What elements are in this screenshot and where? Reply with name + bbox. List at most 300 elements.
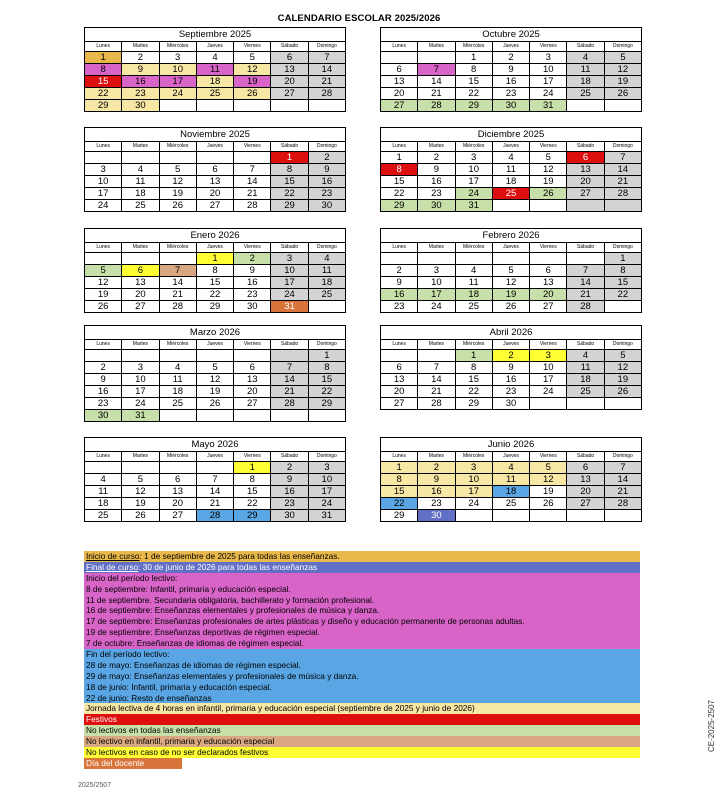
day-cell: 12 xyxy=(234,64,271,76)
day-cell xyxy=(122,350,159,362)
day-cell: 16 xyxy=(492,374,529,386)
week-row xyxy=(85,350,346,362)
day-cell xyxy=(159,410,196,422)
day-cell: 9 xyxy=(492,64,529,76)
day-cell: 27 xyxy=(271,88,308,100)
day-cell: 23 xyxy=(271,498,308,510)
day-cell: 21 xyxy=(604,176,641,188)
day-cell: 28 xyxy=(159,301,196,313)
day-cell: 18 xyxy=(196,76,233,88)
weekday-label: Domingo xyxy=(308,452,345,462)
day-cell: 1 xyxy=(381,152,418,164)
day-cell: 20 xyxy=(122,289,159,301)
week-row xyxy=(381,52,642,64)
day-cell: 8 xyxy=(234,474,271,486)
weekday-label: Miércoles xyxy=(159,243,196,253)
weekday-label: Domingo xyxy=(308,42,345,52)
day-cell xyxy=(455,253,492,265)
legend-begin-line: 8 de septiembre: Infantil, primaria y educación especial. xyxy=(86,583,291,594)
day-cell: 26 xyxy=(492,301,529,313)
day-cell xyxy=(418,253,455,265)
month-name: Noviembre 2025 xyxy=(85,128,346,142)
weekday-label: Miércoles xyxy=(455,42,492,52)
week-row xyxy=(381,277,642,289)
day-cell: 5 xyxy=(530,462,567,474)
weekday-label: Viernes xyxy=(530,243,567,253)
week-row xyxy=(85,289,346,301)
day-cell xyxy=(196,462,233,474)
footer-code: 2025/2507 xyxy=(78,782,112,789)
weekday-header xyxy=(85,340,346,350)
calendar-title: CALENDARIO ESCOLAR 2025/2026 xyxy=(277,13,441,24)
day-cell: 3 xyxy=(455,152,492,164)
day-cell: 10 xyxy=(530,362,567,374)
day-cell: 22 xyxy=(308,386,345,398)
day-cell: 5 xyxy=(196,362,233,374)
day-cell: 6 xyxy=(234,362,271,374)
day-cell: 2 xyxy=(308,152,345,164)
day-cell: 20 xyxy=(530,289,567,301)
weekday-label: Jueves xyxy=(196,42,233,52)
day-cell: 21 xyxy=(308,76,345,88)
weekday-label: Miércoles xyxy=(159,340,196,350)
day-cell: 26 xyxy=(530,498,567,510)
day-cell: 4 xyxy=(455,265,492,277)
day-cell: 14 xyxy=(308,64,345,76)
day-cell: 16 xyxy=(85,386,122,398)
day-cell: 19 xyxy=(530,176,567,188)
month-name: Abril 2026 xyxy=(381,326,642,340)
day-cell xyxy=(159,253,196,265)
day-cell: 8 xyxy=(196,265,233,277)
weekday-label: Jueves xyxy=(196,452,233,462)
day-cell: 15 xyxy=(85,76,122,88)
day-cell: 27 xyxy=(122,301,159,313)
week-row xyxy=(381,176,642,188)
day-cell: 17 xyxy=(418,289,455,301)
week-row xyxy=(85,152,346,164)
week-row xyxy=(381,350,642,362)
week-row xyxy=(85,176,346,188)
legend-fin-line: 29 de mayo: Enseñanzas elementales y profesionales de música y danza. xyxy=(86,670,359,681)
day-cell: 2 xyxy=(418,152,455,164)
day-cell: 26 xyxy=(604,386,641,398)
weekday-header xyxy=(85,42,346,52)
month-name: Marzo 2026 xyxy=(85,326,346,340)
day-cell: 14 xyxy=(234,176,271,188)
day-cell: 20 xyxy=(567,176,604,188)
day-cell: 11 xyxy=(159,374,196,386)
legend-festivo: Festivos xyxy=(84,714,640,725)
day-cell: 20 xyxy=(196,188,233,200)
month-9 xyxy=(380,437,642,522)
day-cell xyxy=(418,350,455,362)
weekday-label: Miércoles xyxy=(455,142,492,152)
day-cell xyxy=(196,350,233,362)
day-cell: 30 xyxy=(308,200,345,212)
weekday-label: Domingo xyxy=(604,340,641,350)
weekday-header xyxy=(381,142,642,152)
day-cell: 16 xyxy=(122,76,159,88)
week-row xyxy=(381,265,642,277)
day-cell: 15 xyxy=(455,76,492,88)
day-cell: 29 xyxy=(308,398,345,410)
weekday-label: Jueves xyxy=(196,142,233,152)
day-cell: 9 xyxy=(308,164,345,176)
day-cell: 18 xyxy=(308,277,345,289)
day-cell: 22 xyxy=(455,88,492,100)
day-cell: 17 xyxy=(159,76,196,88)
weekday-label: Miércoles xyxy=(159,452,196,462)
day-cell: 23 xyxy=(418,498,455,510)
day-cell: 18 xyxy=(492,176,529,188)
weekday-label: Sábado xyxy=(271,42,308,52)
day-cell: 11 xyxy=(308,265,345,277)
day-cell: 12 xyxy=(604,64,641,76)
week-row xyxy=(85,200,346,212)
week-row xyxy=(381,474,642,486)
day-cell: 12 xyxy=(492,277,529,289)
legend-start-text: : 1 de septiembre de 2025 para todas las enseñanzas. xyxy=(139,551,340,561)
weekday-label: Miércoles xyxy=(455,340,492,350)
weekday-label: Martes xyxy=(122,340,159,350)
week-row xyxy=(381,386,642,398)
legend-end-text: : 30 de junio de 2026 para todas las enseñanzas xyxy=(138,561,318,572)
week-row xyxy=(381,100,642,112)
weekday-label: Viernes xyxy=(530,142,567,152)
day-cell: 9 xyxy=(85,374,122,386)
day-cell: 21 xyxy=(604,486,641,498)
month-name: Diciembre 2025 xyxy=(381,128,642,142)
weekday-label: Sábado xyxy=(567,142,604,152)
day-cell: 24 xyxy=(159,88,196,100)
day-cell: 9 xyxy=(122,64,159,76)
day-cell: 14 xyxy=(196,486,233,498)
day-cell: 26 xyxy=(604,88,641,100)
week-row xyxy=(85,52,346,64)
weekday-label: Sábado xyxy=(271,142,308,152)
day-cell: 22 xyxy=(234,498,271,510)
weekday-header xyxy=(85,142,346,152)
weekday-header xyxy=(85,452,346,462)
legend-jornada: Jornada lectiva de 4 horas en infantil, primaria y educación especial (septiembre de 2025 y junio de 2026) xyxy=(84,703,640,714)
legend-nodecl: No lectivos en caso de no ser declarados festivos xyxy=(84,747,640,758)
day-cell: 7 xyxy=(418,64,455,76)
day-cell xyxy=(159,350,196,362)
day-cell: 2 xyxy=(381,265,418,277)
day-cell: 15 xyxy=(381,176,418,188)
week-row xyxy=(381,398,642,410)
day-cell: 14 xyxy=(159,277,196,289)
day-cell: 20 xyxy=(271,76,308,88)
day-cell: 30 xyxy=(418,510,455,522)
day-cell: 5 xyxy=(85,265,122,277)
month-8 xyxy=(84,437,346,522)
day-cell: 17 xyxy=(122,386,159,398)
day-cell: 2 xyxy=(492,52,529,64)
day-cell: 19 xyxy=(85,289,122,301)
weekday-label: Domingo xyxy=(604,452,641,462)
day-cell: 13 xyxy=(271,64,308,76)
day-cell: 27 xyxy=(196,200,233,212)
day-cell xyxy=(271,100,308,112)
day-cell: 19 xyxy=(122,498,159,510)
week-row xyxy=(85,498,346,510)
day-cell: 26 xyxy=(196,398,233,410)
day-cell: 28 xyxy=(567,301,604,313)
day-cell: 7 xyxy=(159,265,196,277)
month-table xyxy=(84,228,346,313)
day-cell: 23 xyxy=(308,188,345,200)
day-cell: 9 xyxy=(271,474,308,486)
day-cell: 31 xyxy=(271,301,308,313)
day-cell: 6 xyxy=(271,52,308,64)
day-cell: 25 xyxy=(455,301,492,313)
day-cell: 16 xyxy=(418,486,455,498)
day-cell: 23 xyxy=(492,386,529,398)
day-cell: 13 xyxy=(530,277,567,289)
day-cell: 28 xyxy=(234,200,271,212)
week-row xyxy=(381,510,642,522)
day-cell xyxy=(418,52,455,64)
weekday-label: Martes xyxy=(122,42,159,52)
day-cell xyxy=(567,510,604,522)
day-cell: 12 xyxy=(159,176,196,188)
weekday-label: Lunes xyxy=(381,142,418,152)
day-cell: 7 xyxy=(234,164,271,176)
day-cell: 4 xyxy=(159,362,196,374)
day-cell: 4 xyxy=(196,52,233,64)
weekday-label: Domingo xyxy=(604,42,641,52)
day-cell: 17 xyxy=(530,374,567,386)
week-row xyxy=(381,253,642,265)
day-cell: 17 xyxy=(455,176,492,188)
weekday-label: Viernes xyxy=(530,42,567,52)
day-cell: 4 xyxy=(85,474,122,486)
day-cell: 27 xyxy=(234,398,271,410)
month-3 xyxy=(380,127,642,212)
day-cell xyxy=(567,100,604,112)
day-cell: 13 xyxy=(381,76,418,88)
day-cell xyxy=(604,100,641,112)
day-cell: 13 xyxy=(381,374,418,386)
week-row xyxy=(85,410,346,422)
legend-docente: Día del docente xyxy=(84,758,182,769)
month-table xyxy=(84,325,346,422)
day-cell: 17 xyxy=(530,76,567,88)
month-table xyxy=(84,127,346,212)
day-cell: 1 xyxy=(455,52,492,64)
day-cell xyxy=(492,510,529,522)
day-cell xyxy=(159,462,196,474)
day-cell: 19 xyxy=(234,76,271,88)
week-row xyxy=(85,164,346,176)
day-cell: 17 xyxy=(85,188,122,200)
day-cell: 3 xyxy=(159,52,196,64)
day-cell: 3 xyxy=(85,164,122,176)
day-cell: 4 xyxy=(567,52,604,64)
day-cell: 7 xyxy=(271,362,308,374)
legend-nolect: No lectivos en todas las enseñanzas xyxy=(84,725,640,736)
weekday-label: Miércoles xyxy=(455,452,492,462)
day-cell: 24 xyxy=(455,498,492,510)
day-cell: 25 xyxy=(122,200,159,212)
day-cell: 15 xyxy=(271,176,308,188)
legend-end xyxy=(84,562,640,573)
weekday-label: Domingo xyxy=(308,142,345,152)
day-cell xyxy=(234,100,271,112)
day-cell: 26 xyxy=(85,301,122,313)
day-cell xyxy=(122,462,159,474)
day-cell: 24 xyxy=(308,498,345,510)
legend-fin-block xyxy=(84,649,640,703)
day-cell: 1 xyxy=(234,462,271,474)
week-row xyxy=(85,386,346,398)
day-cell: 12 xyxy=(530,164,567,176)
day-cell: 11 xyxy=(492,474,529,486)
day-cell: 5 xyxy=(492,265,529,277)
day-cell: 12 xyxy=(530,474,567,486)
weekday-label: Martes xyxy=(418,243,455,253)
day-cell: 8 xyxy=(308,362,345,374)
week-row xyxy=(85,474,346,486)
day-cell: 12 xyxy=(196,374,233,386)
day-cell: 15 xyxy=(381,486,418,498)
day-cell xyxy=(159,100,196,112)
day-cell: 30 xyxy=(234,301,271,313)
day-cell xyxy=(308,100,345,112)
day-cell: 6 xyxy=(381,362,418,374)
day-cell: 16 xyxy=(308,176,345,188)
day-cell: 23 xyxy=(85,398,122,410)
weekday-label: Sábado xyxy=(567,42,604,52)
day-cell: 28 xyxy=(271,398,308,410)
day-cell: 7 xyxy=(418,362,455,374)
day-cell: 27 xyxy=(530,301,567,313)
week-row xyxy=(381,486,642,498)
day-cell: 7 xyxy=(604,462,641,474)
day-cell xyxy=(234,152,271,164)
month-6 xyxy=(84,325,346,422)
day-cell: 1 xyxy=(196,253,233,265)
weekday-label: Lunes xyxy=(85,340,122,350)
day-cell xyxy=(530,510,567,522)
weekday-label: Martes xyxy=(418,452,455,462)
day-cell: 12 xyxy=(85,277,122,289)
weekday-label: Sábado xyxy=(271,452,308,462)
day-cell xyxy=(381,253,418,265)
day-cell: 21 xyxy=(271,386,308,398)
day-cell: 23 xyxy=(122,88,159,100)
week-row xyxy=(381,76,642,88)
day-cell: 30 xyxy=(418,200,455,212)
day-cell: 10 xyxy=(159,64,196,76)
day-cell: 16 xyxy=(381,289,418,301)
weekday-label: Jueves xyxy=(492,42,529,52)
day-cell: 3 xyxy=(122,362,159,374)
weekday-header xyxy=(381,340,642,350)
weekday-header xyxy=(381,452,642,462)
day-cell: 22 xyxy=(196,289,233,301)
weekday-label: Lunes xyxy=(85,452,122,462)
day-cell: 30 xyxy=(492,100,529,112)
day-cell: 14 xyxy=(271,374,308,386)
day-cell: 1 xyxy=(308,350,345,362)
month-name: Mayo 2026 xyxy=(85,438,346,452)
day-cell xyxy=(492,253,529,265)
day-cell: 9 xyxy=(418,164,455,176)
day-cell xyxy=(604,510,641,522)
day-cell: 30 xyxy=(492,398,529,410)
day-cell xyxy=(122,253,159,265)
day-cell xyxy=(85,350,122,362)
month-0 xyxy=(84,27,346,112)
day-cell: 13 xyxy=(567,164,604,176)
day-cell: 28 xyxy=(604,188,641,200)
day-cell: 4 xyxy=(308,253,345,265)
weekday-label: Lunes xyxy=(381,452,418,462)
month-name: Enero 2026 xyxy=(85,229,346,243)
day-cell: 29 xyxy=(381,200,418,212)
day-cell: 9 xyxy=(418,474,455,486)
day-cell: 1 xyxy=(604,253,641,265)
day-cell: 11 xyxy=(567,362,604,374)
week-row xyxy=(85,362,346,374)
day-cell: 11 xyxy=(455,277,492,289)
legend-start xyxy=(84,551,640,562)
day-cell: 21 xyxy=(196,498,233,510)
weekday-label: Miércoles xyxy=(159,42,196,52)
day-cell: 18 xyxy=(567,76,604,88)
day-cell: 15 xyxy=(234,486,271,498)
week-row xyxy=(381,64,642,76)
day-cell: 5 xyxy=(234,52,271,64)
day-cell: 3 xyxy=(530,350,567,362)
day-cell: 18 xyxy=(159,386,196,398)
weekday-label: Jueves xyxy=(492,340,529,350)
day-cell: 17 xyxy=(271,277,308,289)
day-cell: 14 xyxy=(604,164,641,176)
day-cell: 20 xyxy=(381,88,418,100)
day-cell: 9 xyxy=(381,277,418,289)
week-row xyxy=(85,88,346,100)
day-cell: 21 xyxy=(567,289,604,301)
day-cell xyxy=(85,253,122,265)
day-cell: 14 xyxy=(418,76,455,88)
week-row xyxy=(381,152,642,164)
day-cell: 1 xyxy=(271,152,308,164)
day-cell xyxy=(455,510,492,522)
day-cell: 24 xyxy=(530,386,567,398)
week-row xyxy=(85,462,346,474)
month-7 xyxy=(380,325,642,410)
day-cell: 28 xyxy=(418,100,455,112)
day-cell xyxy=(530,398,567,410)
week-row xyxy=(85,100,346,112)
day-cell: 11 xyxy=(85,486,122,498)
week-row xyxy=(85,277,346,289)
day-cell: 11 xyxy=(492,164,529,176)
day-cell: 15 xyxy=(196,277,233,289)
day-cell: 3 xyxy=(455,462,492,474)
weekday-label: Jueves xyxy=(492,243,529,253)
weekday-label: Jueves xyxy=(196,243,233,253)
day-cell: 29 xyxy=(271,200,308,212)
day-cell: 1 xyxy=(455,350,492,362)
day-cell xyxy=(604,301,641,313)
day-cell: 18 xyxy=(492,486,529,498)
month-name: Junio 2026 xyxy=(381,438,642,452)
